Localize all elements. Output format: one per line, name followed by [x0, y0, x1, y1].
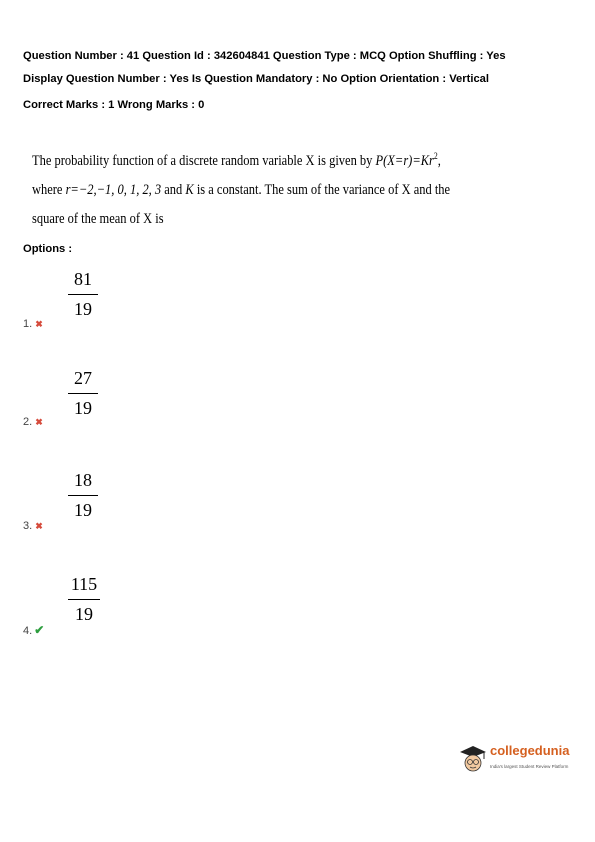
- option-1-number: 1.: [23, 318, 33, 330]
- fraction-bar: [68, 393, 98, 394]
- k-symbol: K: [185, 182, 194, 198]
- question-meta-line-1: Question Number : 41 Question Id : 342604841 Question Type : MCQ Option Shuffling : Yes: [23, 50, 506, 62]
- logo-tagline: India's largest Student Review Platform: [490, 764, 569, 769]
- probability-formula: P(X=r)=Kr: [375, 153, 434, 169]
- question-text-part: The probability function of a discrete random variable X is given by: [32, 153, 376, 169]
- question-text-part: is a constant. The sum of the variance of X and the: [193, 182, 451, 198]
- formula-exponent: 2: [433, 151, 438, 161]
- question-text-part: where: [32, 182, 66, 198]
- question-text-part: ,: [437, 153, 441, 169]
- option-4-numerator: 115: [70, 574, 98, 594]
- cross-icon: ✖: [35, 417, 43, 427]
- option-3-numerator: 18: [74, 470, 92, 490]
- cross-icon: ✖: [35, 521, 43, 531]
- fraction-bar: [68, 495, 98, 496]
- question-text: [32, 142, 451, 234]
- student-mascot-icon: [458, 744, 488, 778]
- fraction-bar: [68, 599, 100, 600]
- option-2-denominator: 19: [74, 398, 92, 418]
- question-text-part: and: [161, 182, 186, 198]
- option-3-denominator: 19: [74, 500, 92, 520]
- option-3-fraction: [66, 469, 100, 521]
- option-3[interactable]: [23, 520, 43, 532]
- option-1[interactable]: [23, 318, 43, 330]
- check-icon: ✔: [34, 623, 45, 637]
- option-1-numerator: 81: [74, 269, 92, 289]
- option-4-denominator: 19: [75, 604, 93, 624]
- question-marks: Correct Marks : 1 Wrong Marks : 0: [23, 99, 205, 111]
- option-4-number: 4.: [23, 625, 33, 637]
- logo-wordmark: collegedunia: [490, 743, 570, 758]
- options-label: Options :: [23, 243, 73, 255]
- collegedunia-logo: [458, 742, 578, 782]
- option-2-numerator: 27: [74, 368, 92, 388]
- option-2[interactable]: [23, 416, 43, 428]
- r-values-formula: r=−2,−1, 0, 1, 2, 3: [65, 182, 162, 198]
- question-meta-line-2: Display Question Number : Yes Is Question Mandatory : No Option Orientation : Vertical: [23, 73, 490, 85]
- option-3-number: 3.: [23, 520, 33, 532]
- option-1-denominator: 19: [74, 299, 92, 319]
- option-1-fraction: [66, 268, 100, 320]
- option-4[interactable]: [23, 623, 44, 637]
- option-2-fraction: [66, 367, 100, 419]
- option-4-fraction: [66, 573, 102, 625]
- cross-icon: ✖: [35, 319, 43, 329]
- fraction-bar: [68, 294, 98, 295]
- question-text-part: square of the mean of X is: [32, 211, 164, 227]
- option-2-number: 2.: [23, 416, 33, 428]
